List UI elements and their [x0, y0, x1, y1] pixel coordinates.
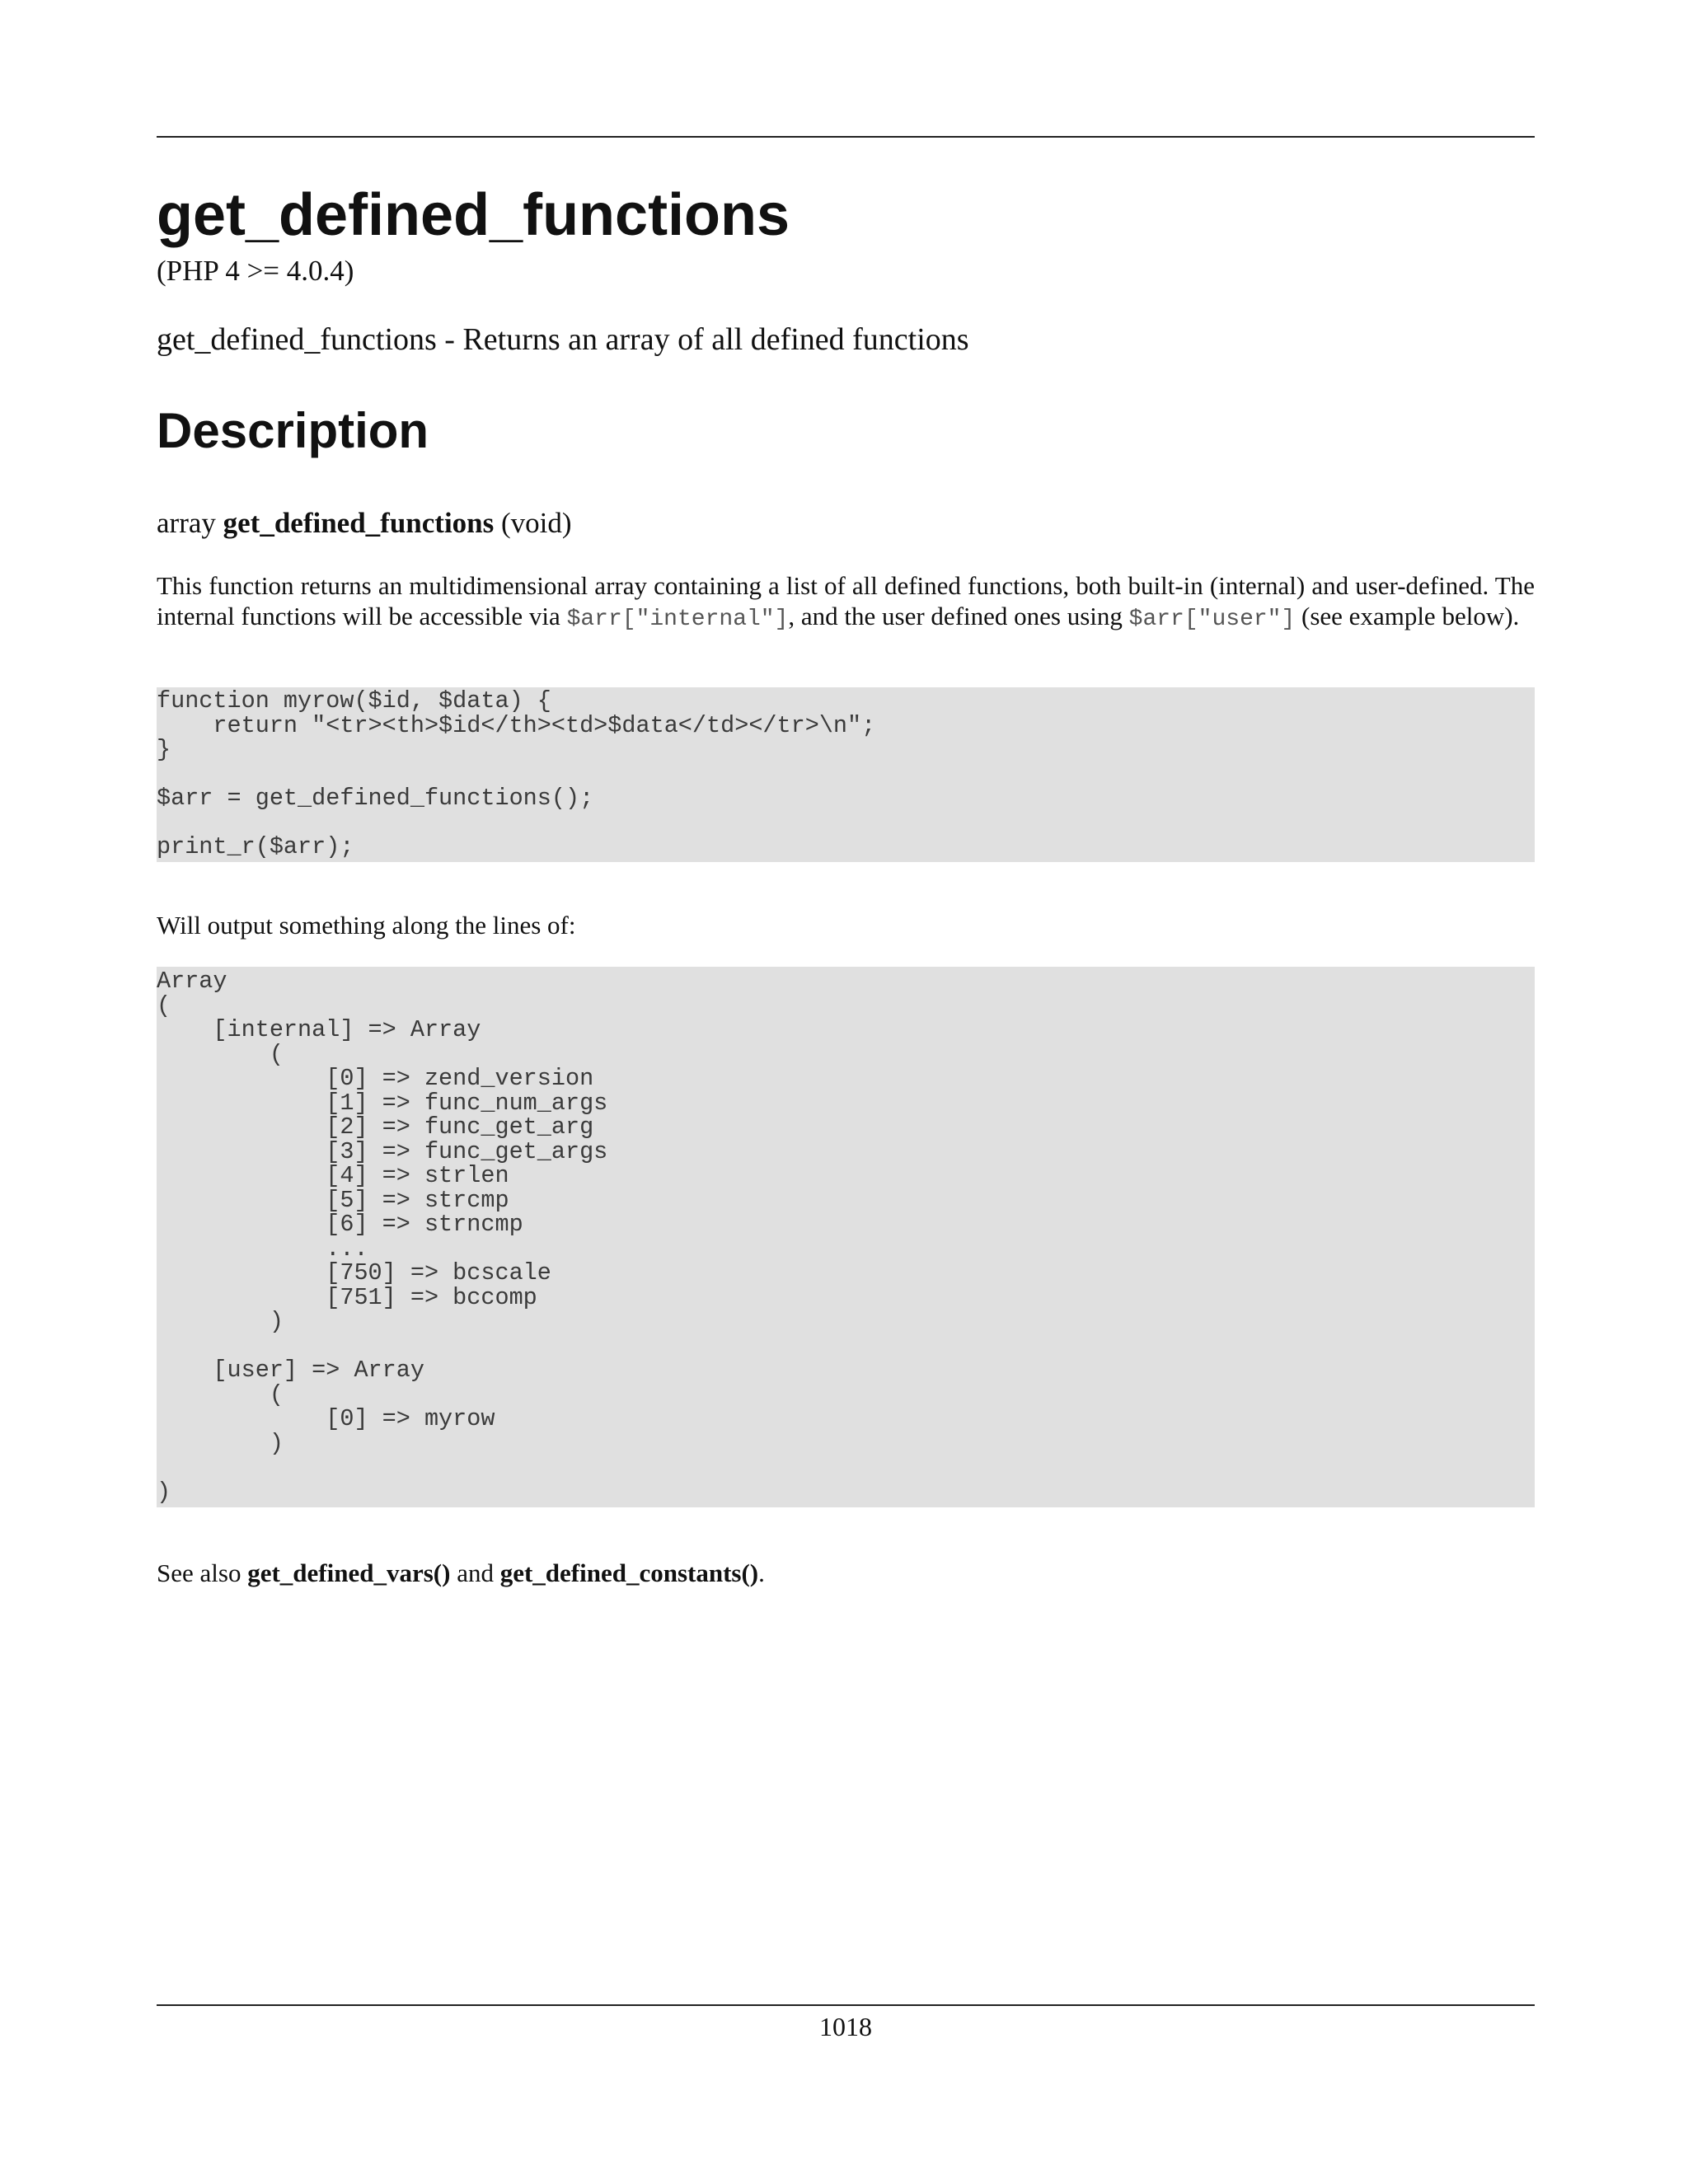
see-also-middle: and — [450, 1558, 500, 1587]
document-page — [157, 0, 1535, 2184]
see-also-link-get-defined-vars[interactable]: get_defined_vars() — [247, 1558, 451, 1587]
inline-code-internal: $arr["internal"] — [566, 607, 789, 632]
section-title-description: Description — [157, 403, 429, 458]
output-intro: Will output something along the lines of: — [157, 911, 576, 940]
version-info: (PHP 4 >= 4.0.4) — [157, 255, 354, 287]
example-code: function myrow($id, $data) { return "<tr><th>$id</th><td>$data</td></tr>\n"; } $arr = get_defined_functions(); print_r($arr); — [157, 687, 876, 860]
output-code-block — [157, 967, 1535, 1507]
see-also-prefix: See also — [157, 1558, 248, 1587]
description-text-3: (see example below). — [1295, 602, 1520, 630]
output-code: Array ( [internal] => Array ( [0] => zend_version [1] => func_num_args [2] => func_get_arg [3] => func_get_args [4] => strlen [5] => strcmp [6] => strncmp ... [750] => bcscale [751] => bccomp ) [user] => Array ( [0] => myrow ) ) — [157, 968, 608, 1506]
page-title: get_defined_functions — [157, 182, 790, 248]
inline-code-user: $arr["user"] — [1128, 607, 1296, 632]
function-purpose: get_defined_functions - Returns an array of all defined functions — [157, 322, 969, 357]
function-synopsis — [157, 506, 572, 541]
return-type: array — [157, 507, 216, 539]
see-also-suffix: . — [758, 1558, 765, 1587]
description-text-2: , and the user defined ones using — [788, 602, 1129, 630]
function-params: (void) — [501, 507, 572, 539]
description-paragraph — [157, 570, 1535, 635]
footer-rule — [157, 2004, 1535, 2006]
page-number: 1018 — [819, 2012, 872, 2041]
see-also — [157, 1558, 1535, 1588]
header-rule — [157, 136, 1535, 138]
description-text-1: This function returns an multidimensional array containing a list of all defined functions, both built-in (internal) and user-defined. The internal functions will be accessible via — [157, 571, 1535, 630]
see-also-link-get-defined-constants[interactable]: get_defined_constants() — [499, 1558, 759, 1587]
example-code-block — [157, 687, 1535, 862]
function-name: get_defined_functions — [223, 507, 495, 539]
